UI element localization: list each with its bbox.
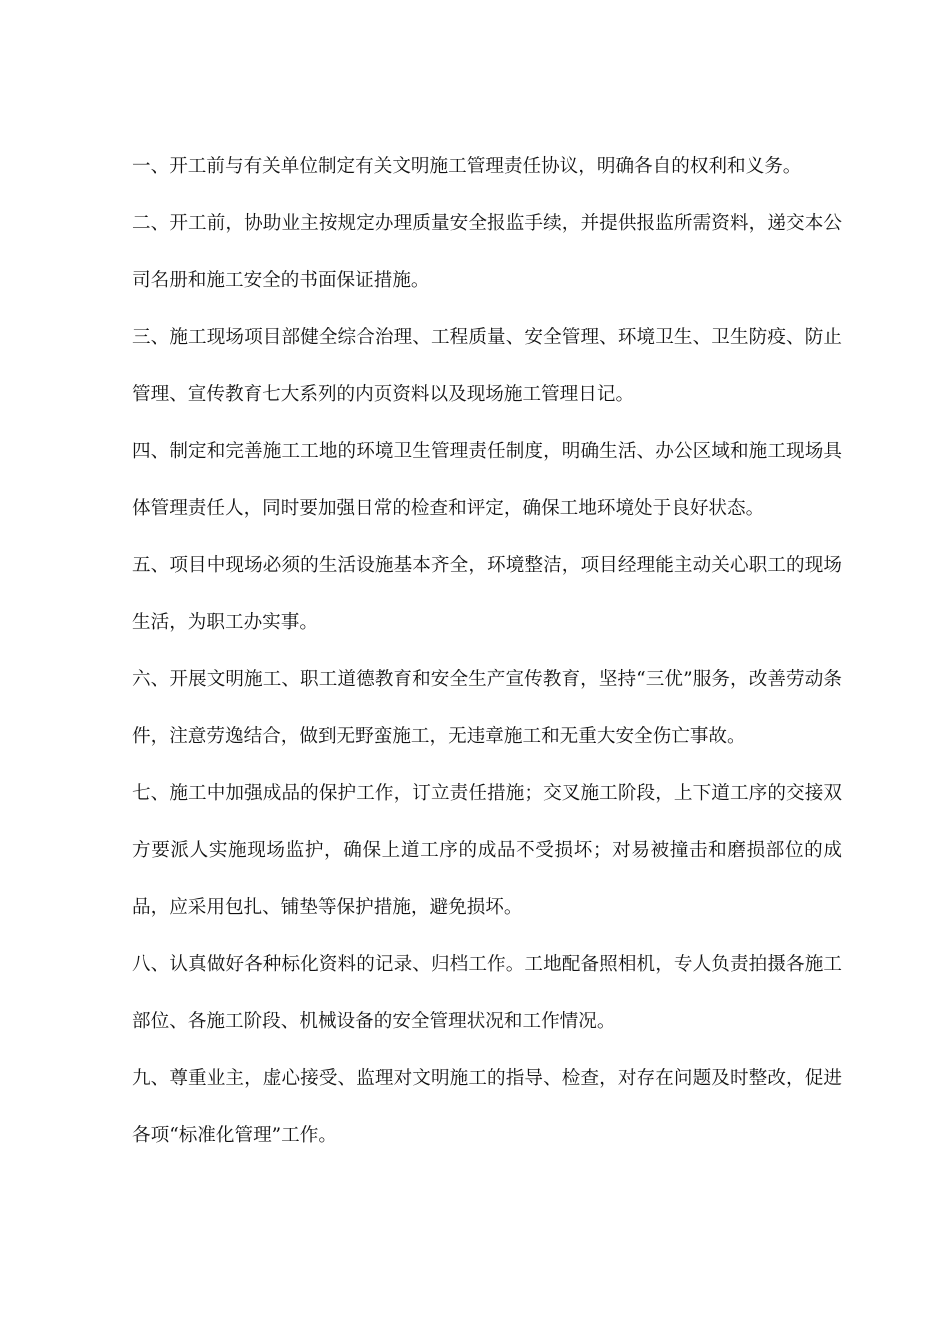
document-body: [132, 138, 842, 1164]
paragraph-3: 三、施工现场项目部健全综合治理、工程质量、安全管理、环境卫生、卫生防疫、防止管理、宣传教育七大系列的内页资料以及现场施工管理日记。: [132, 327, 842, 405]
paragraph-2: 二、开工前，协助业主按规定办理质量安全报监手续，并提供报监所需资料，递交本公司名册和施工安全的书面保证措施。: [132, 213, 842, 291]
paragraph-7: 七、施工中加强成品的保护工作，订立责任措施；交叉施工阶段，上下道工序的交接双方要派人实施现场监护，确保上道工序的成品不受损坏；对易被撞击和磨损部位的成品，应采用包扎、铺垫等保护措施，避免损坏。: [132, 783, 842, 918]
paragraph-4: 四、制定和完善施工工地的环境卫生管理责任制度，明确生活、办公区域和施工现场具体管理责任人，同时要加强日常的检查和评定，确保工地环境处于良好状态。: [132, 441, 842, 519]
paragraph-5: 五、项目中现场必须的生活设施基本齐全，环境整洁，项目经理能主动关心职工的现场生活，为职工办实事。: [132, 555, 842, 633]
paragraph-1: 一、开工前与有关单位制定有关文明施工管理责任协议，明确各自的权利和义务。: [132, 156, 802, 177]
paragraph-9: 九、尊重业主，虚心接受、监理对文明施工的指导、检查，对存在问题及时整改，促进各项“标准化管理”工作。: [132, 1068, 842, 1146]
paragraph-8: 八、认真做好各种标化资料的记录、归档工作。工地配备照相机，专人负责拍摄各施工部位、各施工阶段、机械设备的安全管理状况和工作情况。: [132, 954, 842, 1032]
paragraph-6: 六、开展文明施工、职工道德教育和安全生产宣传教育，坚持“三优”服务，改善劳动条件，注意劳逸结合，做到无野蛮施工，无违章施工和无重大安全伤亡事故。: [132, 669, 842, 747]
